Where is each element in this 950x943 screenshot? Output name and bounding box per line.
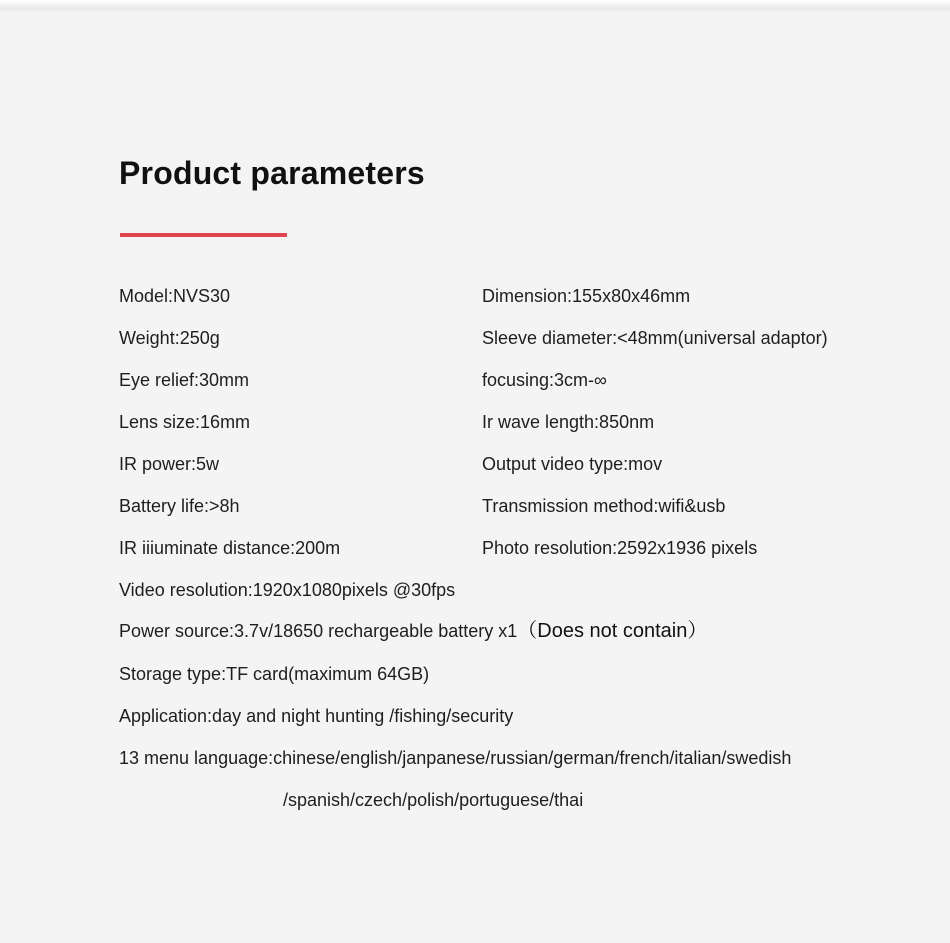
spec-transmission-method: Transmission method:wifi&usb: [482, 496, 726, 516]
spec-storage-type: Storage type:TF card(maximum 64GB): [119, 664, 430, 684]
spec-focusing: focusing:3cm-∞: [482, 370, 607, 390]
spec-ir-wave-length: Ir wave length:850nm: [482, 412, 655, 432]
spec-dimension: Dimension:155x80x46mm: [482, 286, 691, 306]
spec-lens-size: Lens size:16mm: [119, 412, 251, 432]
spec-output-video-type: Output video type:mov: [482, 454, 663, 474]
spec-ir-illuminate-distance: IR iiiuminate distance:200m: [119, 538, 341, 558]
spec-power-source: [119, 620, 707, 642]
spec-eye-relief: Eye relief:30mm: [119, 370, 250, 390]
spec-power-source-text: Power source:3.7v/18650 rechargeable battery x1: [119, 621, 518, 641]
spec-ir-power: IR power:5w: [119, 454, 220, 474]
spec-application: Application:day and night hunting /fishing/security: [119, 706, 514, 726]
spec-battery-life: Battery life:>8h: [119, 496, 240, 516]
spec-sleeve-diameter: Sleeve diameter:<48mm(universal adaptor): [482, 328, 828, 348]
spec-photo-resolution: Photo resolution:2592x1936 pixels: [482, 538, 758, 558]
page-title: Product parameters: [119, 155, 425, 191]
spec-menu-language: 13 menu language:chinese/english/janpanese/russian/german/french/italian/swedish: [119, 748, 792, 768]
spec-power-source-note: （Does not contain）: [517, 620, 708, 642]
spec-video-resolution: Video resolution:1920x1080pixels @30fps: [119, 580, 456, 600]
title-accent-underline: [120, 233, 287, 237]
spec-model: Model:NVS30: [119, 286, 231, 306]
spec-menu-language-continued: /spanish/czech/polish/portuguese/thai: [283, 790, 584, 810]
spec-weight: Weight:250g: [119, 328, 220, 348]
